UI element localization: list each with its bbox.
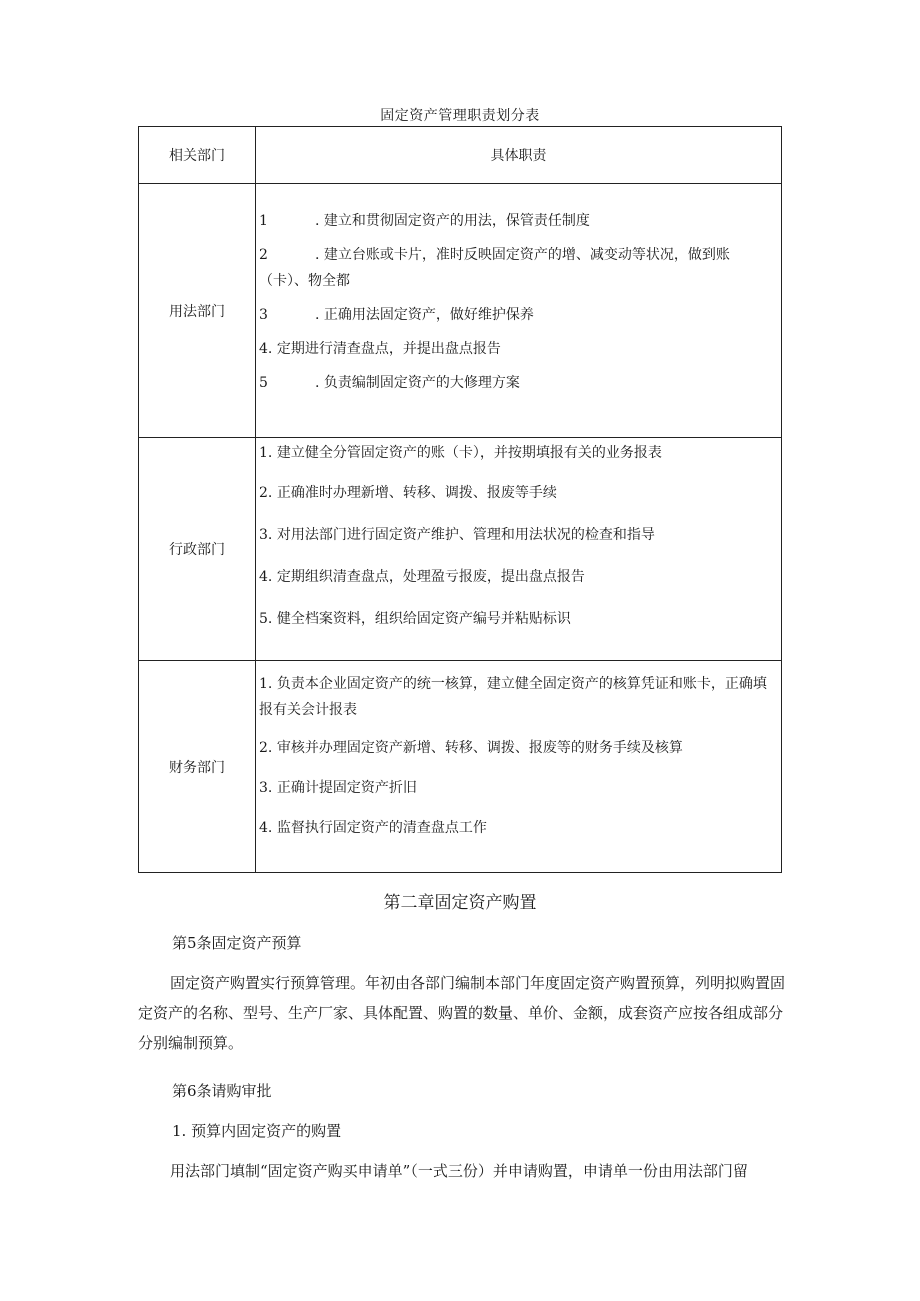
- duty-item: 2 . 建立台账或卡片，准时反映固定资产的增、减变动等状况，做到账（卡）、物全都: [259, 247, 730, 289]
- header-dept: 相关部门: [139, 127, 256, 184]
- table-row: [139, 661, 782, 873]
- duty-item: 2. 正确准时办理新增、转移、调拨、报废等手续: [259, 485, 557, 501]
- duty-item: 1 . 建立和贯彻固定资产的用法，保管责任制度: [259, 213, 590, 229]
- table-title: 固定资产管理职责划分表: [380, 108, 540, 124]
- table-header-row: [139, 127, 782, 184]
- dept-cell: 财务部门: [139, 661, 256, 873]
- duty-item: 4. 监督执行固定资产的清查盘点工作: [259, 820, 487, 836]
- table-row: [139, 438, 782, 661]
- duty-item: 5. 健全档案资料，组织给固定资产编号并粘贴标识: [259, 611, 571, 627]
- table-row: [139, 184, 782, 438]
- article6-subheading: 1. 预算内固定资产的购置: [172, 1122, 342, 1140]
- duty-table: [138, 126, 782, 873]
- duty-item: 2. 审核并办理固定资产新增、转移、调拨、报废等的财务手续及核算: [259, 740, 683, 756]
- duty-item: 4. 定期进行清查盘点，并提出盘点报告: [259, 341, 501, 357]
- header-duties: 具体职责: [256, 127, 782, 184]
- duties-cell: [256, 438, 782, 661]
- duty-item: 3. 正确计提固定资产折旧: [259, 780, 417, 796]
- article5-heading: 第5条固定资产预算: [172, 934, 302, 952]
- duty-item: 1. 负责本企业固定资产的统一核算，建立健全固定资产的核算凭证和账卡，正确填报有关会计报表: [259, 676, 767, 718]
- duty-item: 3 . 正确用法固定资产，做好维护保养: [259, 307, 534, 323]
- dept-cell: 行政部门: [139, 438, 256, 661]
- chapter-title: 第二章固定资产购置: [383, 893, 537, 913]
- article6-heading: 第6条请购审批: [172, 1082, 272, 1100]
- duties-cell: [256, 184, 782, 438]
- duties-cell: [256, 661, 782, 873]
- article5-body: 固定资产购置实行预算管理。年初由各部门编制本部门年度固定资产购置预算，列明拟购置固定资产的名称、型号、生产厂家、具体配置、购置的数量、单价、金额，成套资产应按各组成部分分别编制预算。: [138, 974, 786, 1052]
- duty-item: 4. 定期组织清查盘点，处理盈亏报废，提出盘点报告: [259, 569, 585, 585]
- duty-item: 3. 对用法部门进行固定资产维护、管理和用法状况的检查和指导: [259, 527, 655, 543]
- article6-body: 用法部门填制“固定资产购买申请单”（一式三份）并申请购置，申请单一份由用法部门留: [170, 1162, 748, 1180]
- duty-item: 5 . 负责编制固定资产的大修理方案: [259, 375, 520, 391]
- dept-cell: 用法部门: [139, 184, 256, 438]
- duty-item: 1. 建立健全分管固定资产的账（卡），并按期填报有关的业务报表: [259, 445, 662, 461]
